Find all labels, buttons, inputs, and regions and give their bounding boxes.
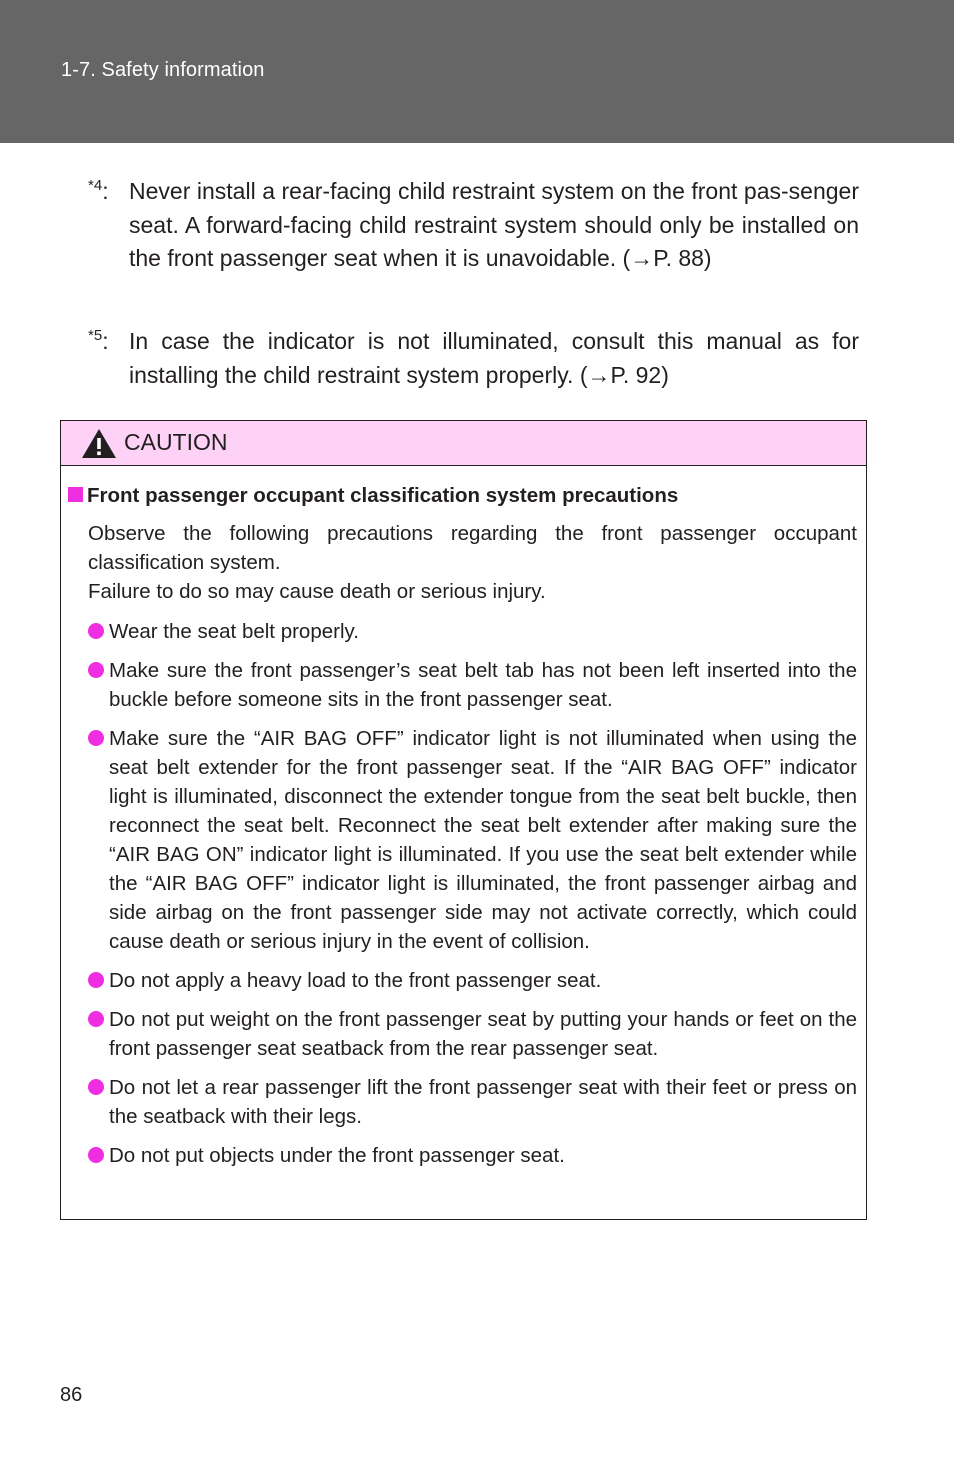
list-item: Do not apply a heavy load to the front passenger seat. [88, 966, 857, 995]
circle-bullet-icon [88, 1011, 104, 1027]
intro-line: Observe the following precautions regarding the front passenger occupant classification system. [88, 522, 857, 574]
page-number: 86 [60, 1384, 83, 1406]
list-item: Wear the seat belt properly. [88, 617, 857, 646]
caution-header [61, 421, 866, 466]
footnote-marker: $^{*4}$: [88, 177, 109, 204]
section-title: 1-7. Safety information [61, 59, 265, 81]
circle-bullet-icon [88, 1147, 104, 1163]
footnote-5 [88, 325, 859, 392]
circle-bullet-icon [88, 972, 104, 988]
list-item: Make sure the “AIR BAG OFF” indicator light is not illuminated when using the seat belt extender for the front passenger seat. If the “AIR BAG OFF” indicator light is illuminated, disconnect the extender tongue from the seat belt buckle, then reconnect the seat belt. Reconnect the seat belt extender after making sure the “AIR BAG ON” indicator light is illuminated. If you use the seat belt extender while the “AIR BAG OFF” indicator light is illuminated, the front passenger airbag and side airbag on the front passenger side may not activate correctly, which could cause death or serious injury in the event of collision. [88, 724, 857, 956]
caution-label: CAUTION [124, 429, 228, 455]
square-bullet-icon [68, 487, 83, 502]
caution-box [60, 420, 867, 1220]
footnote-text: Never install a rear-facing child restraint system on the front pas-senger seat. A forward-facing child restraint system should only be installed on the front passenger seat when it is unavoidable. (→P. 88) [129, 178, 859, 271]
caution-heading: Front passenger occupant classification system precautions [68, 484, 678, 508]
list-item: Do not put objects under the front passenger seat. [88, 1141, 857, 1170]
intro-line: Failure to do so may cause death or serious injury. [88, 580, 546, 603]
circle-bullet-icon [88, 662, 104, 678]
footnote-text: In case the indicator is not illuminated, consult this manual as for installing the child restraint system properly. (→P. 92) [129, 328, 859, 388]
caution-intro [88, 519, 857, 606]
footnote-marker: $^{*5}$: [88, 327, 109, 354]
header-band [0, 0, 954, 143]
list-item: Do not let a rear passenger lift the front passenger seat with their feet or press on the seatback with their legs. [88, 1073, 857, 1131]
circle-bullet-icon [88, 730, 104, 746]
list-item: Make sure the front passenger’s seat belt tab has not been left inserted into the buckle before someone sits in the front passenger seat. [88, 656, 857, 714]
circle-bullet-icon [88, 1079, 104, 1095]
warning-triangle-icon [81, 428, 117, 459]
footnote-4 [88, 175, 859, 276]
list-item: Do not put weight on the front passenger seat by putting your hands or feet on the front passenger seat seatback from the rear passenger seat. [88, 1005, 857, 1063]
precaution-list [88, 617, 857, 1180]
circle-bullet-icon [88, 623, 104, 639]
